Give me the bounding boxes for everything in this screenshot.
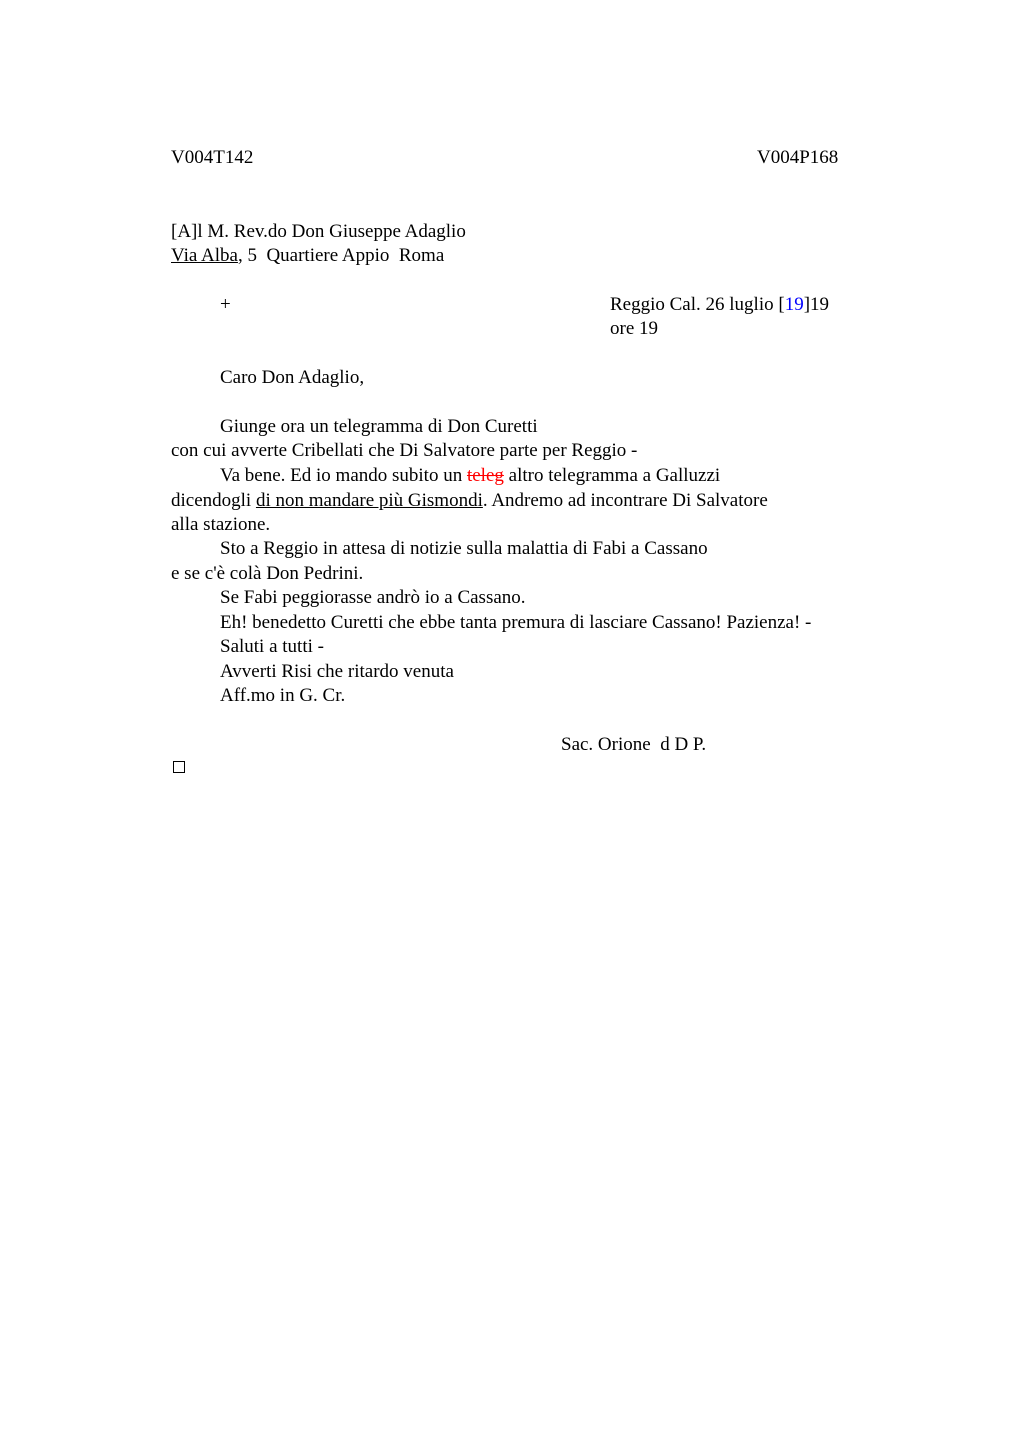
address-line-2 [171,244,444,268]
cross-mark: + [220,294,231,315]
place-date-suffix: ]19 [803,294,830,315]
address-street: Via Alba [171,245,238,266]
place-date [610,293,829,317]
end-square-icon [173,761,185,773]
document-code-right: V004P168 [757,147,839,168]
body-line: alla stazione. [171,514,271,535]
body-line: Avverti Risi che ritardo venuta [220,661,454,682]
body-text: altro telegramma a Galluzzi [503,465,721,486]
body-line: con cui avverte Cribellati che Di Salvatore parte per Reggio - [171,440,638,461]
body-text: dicendogli [171,490,256,511]
underlined-phrase: di non mandare più Gismondi [255,490,483,511]
body-line: Sto a Reggio in attesa di notizie sulla malattia di Fabi a Cassano [220,538,708,559]
time-line: ore 19 [610,318,659,339]
body-text: . Andremo ad incontrare Di Salvatore [482,490,768,511]
editorial-year: 19 [784,294,804,315]
body-line [171,489,768,513]
document-code-left: V004T142 [171,147,254,168]
salutation: Caro Don Adaglio, [220,367,365,388]
body-line: Saluti a tutti - [220,636,324,657]
body-line [220,464,720,488]
address-rest: , 5 Quartiere Appio Roma [237,245,445,266]
signature: Sac. Orione d D P. [561,734,707,755]
closing: Aff.mo in G. Cr. [220,685,346,706]
place-date-prefix: Reggio Cal. 26 luglio [ [610,294,785,315]
body-line: Se Fabi peggiorasse andrò io a Cassano. [220,587,526,608]
body-text: Va bene. Ed io mando subito un [220,465,467,486]
deleted-word: teleg [466,465,504,486]
body-line: Eh! benedetto Curetti che ebbe tanta premura di lasciare Cassano! Pazienza! - [220,612,812,633]
address-line-1: [A]l M. Rev.do Don Giuseppe Adaglio [171,221,466,242]
body-line: Giunge ora un telegramma di Don Curetti [220,416,538,437]
body-line: e se c'è colà Don Pedrini. [171,563,364,584]
